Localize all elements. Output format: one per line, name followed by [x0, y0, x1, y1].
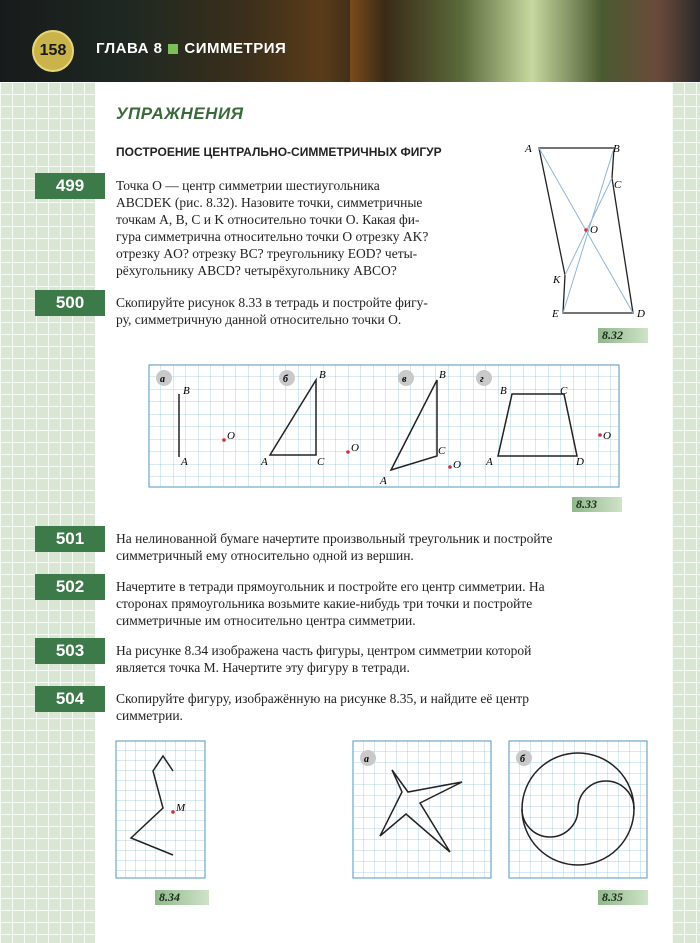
label-c: C [614, 179, 622, 191]
point-o [598, 433, 602, 437]
figure-8-33 [148, 364, 620, 488]
exercise-number: 502 [35, 574, 105, 600]
exercise-text: Начертите в тетради прямоугольник и постройте его центр симметрии. На сторонах прямоугольника возьмите какие-нибудь три точки и постройте симметричные им относительно центра симметрии. [116, 579, 545, 628]
exercise-text: На нелинованной бумаге начертите произвольный треугольник и постройте симметричный ему относительно одной из вершин. [116, 531, 553, 563]
exercise-text: Скопируйте рисунок 8.33 в тетрадь и постройте фигу- ру, симметричную данной относительно точки O. [116, 295, 428, 327]
point-o [584, 228, 588, 232]
figure-8-32 [515, 135, 665, 325]
label-e: E [552, 308, 559, 320]
diagonal-ck [565, 178, 612, 275]
label-b: B [500, 385, 507, 397]
figure-8-35-b [508, 740, 650, 880]
figure-8-34 [115, 740, 207, 880]
label-b: B [613, 143, 620, 155]
exercise-text: Точка O — центр симметрии шестиугольника ABCDEK (рис. 8.32). Назовите точки, симметричные точкам A, B, C и K относительно точки O. Какая фи- гура симметрична относительно точки O отрезку AK? отрезку AO? отрезку BC? треугольнику EOD? четы- рёхугольнику ABCD? четырёхугольнику ABCO? [116, 178, 429, 278]
point-o [448, 465, 452, 469]
label-k: K [553, 274, 561, 286]
figure-label-8-33: 8.33 [572, 497, 622, 512]
exercise-number: 504 [35, 686, 105, 712]
part-badge [476, 370, 492, 386]
label-c: C [438, 445, 446, 457]
exercise-number: 500 [35, 290, 105, 316]
diagonal-be [563, 148, 614, 313]
chapter-heading [96, 40, 286, 57]
label-b: B [319, 369, 326, 381]
label-d: D [576, 456, 584, 468]
part-label-a: а [160, 374, 165, 385]
label-m: M [176, 802, 186, 814]
exercise-number: 499 [35, 173, 105, 199]
label-c: C [317, 456, 325, 468]
label-o: O [603, 430, 611, 442]
label-b: B [439, 369, 446, 381]
part-label-g: г [480, 374, 484, 385]
page-number: 158 [32, 30, 74, 72]
label-a: A [486, 456, 493, 468]
exercise-number: 503 [35, 638, 105, 664]
label-c: C [560, 385, 568, 397]
label-o: O [590, 224, 598, 236]
label-o: O [453, 459, 461, 471]
point-m [171, 810, 175, 814]
right-grid-margin [672, 82, 700, 943]
square-icon [168, 44, 178, 54]
exercise-text: На рисунке 8.34 изображена часть фигуры, центром симметрии которой является точка M. Начертите эту фигуру в тетради. [116, 643, 532, 675]
section-title: УПРАЖНЕНИЯ [116, 104, 244, 123]
point-o [222, 438, 226, 442]
figure-label-8-32: 8.32 [598, 328, 648, 343]
label-a: A [261, 456, 268, 468]
figure-8-35-a [352, 740, 492, 880]
figure-label-8-35: 8.35 [598, 890, 648, 905]
part-label-b: б [520, 754, 525, 765]
part-label-v: в [402, 374, 407, 385]
label-a: A [380, 475, 387, 487]
point-o [346, 450, 350, 454]
label-b: B [183, 385, 190, 397]
label-d: D [637, 308, 645, 320]
part-label-b: б [283, 374, 288, 385]
chapter-number: ГЛАВА 8 [96, 40, 163, 57]
label-a: A [181, 456, 188, 468]
subsection-title: ПОСТРОЕНИЕ ЦЕНТРАЛЬНО-СИММЕТРИЧНЫХ ФИГУР [116, 145, 442, 159]
label-o: O [351, 442, 359, 454]
exercise-text: Скопируйте фигуру, изображённую на рисунке 8.35, и найдите её центр симметрии. [116, 691, 530, 723]
part-label-a: а [364, 754, 369, 765]
exercise-number: 501 [35, 526, 105, 552]
label-o: O [227, 430, 235, 442]
label-a: A [525, 143, 532, 155]
chapter-title: СИММЕТРИЯ [184, 40, 287, 57]
grid-background [149, 365, 619, 487]
figure-label-8-34: 8.34 [155, 890, 209, 905]
left-grid-margin [0, 82, 95, 943]
